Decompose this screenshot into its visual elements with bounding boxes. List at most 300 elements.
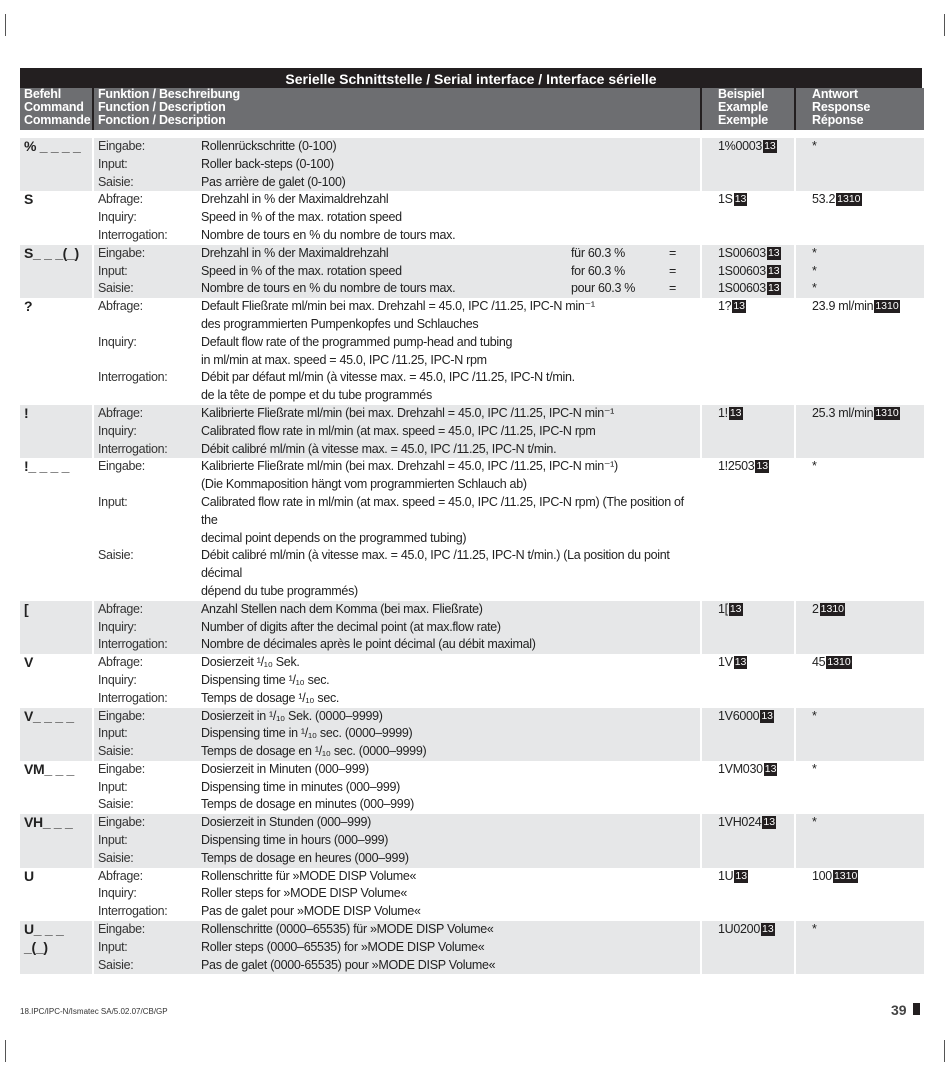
response-value: * (812, 245, 817, 260)
example-line (718, 263, 790, 281)
example-value: 1! (718, 405, 728, 420)
description-text: Calibrated flow rate in ml/min (at max. speed = 45.0, IPC /11.25, IPC-N rpm) (The position of the (201, 494, 684, 527)
terminator-code: 1310 (827, 656, 851, 669)
response-value: * (812, 708, 817, 723)
description-cell (94, 191, 700, 244)
description-text: Rollenrückschritte (0-100) (201, 139, 337, 153)
description-text: Kalibrierte Fließrate ml/min (bei max. Drehzahl = 45.0, IPC /11.25, IPC-N min⁻¹) (201, 459, 618, 474)
response-value: * (812, 459, 817, 474)
terminator-code: 13 (729, 406, 742, 419)
description-text: (Die Kommaposition hängt vom programmierten Schlauch ab) (201, 477, 527, 492)
response-value: * (812, 281, 817, 296)
command-cell: ! (20, 405, 92, 458)
example-value: 1%0003 (718, 139, 763, 153)
response-value: * (812, 761, 817, 776)
description-line (94, 458, 696, 476)
response-line (812, 458, 920, 476)
example-value: 1S00603 (718, 245, 766, 260)
description-text: Temps de dosage en ¹/₁₀ sec. (0000–9999) (201, 744, 427, 759)
description-line (94, 903, 696, 921)
description-eq: = (669, 245, 676, 260)
serial-interface-table (20, 68, 922, 974)
table-header-row (20, 88, 922, 130)
page-number: 39 (891, 1002, 907, 1018)
description-line (94, 939, 696, 957)
response-value: * (812, 263, 817, 278)
header-example-fr: Exemple (718, 113, 769, 127)
example-cell (702, 601, 794, 654)
description-cell (94, 868, 700, 921)
description-text: dépend du tube programmés) (201, 583, 358, 598)
response-value: * (812, 139, 817, 153)
response-line (812, 298, 920, 316)
description-cell (94, 245, 700, 298)
language-label: Inquiry: (98, 210, 137, 225)
response-cell (796, 654, 924, 707)
description-text: Drehzahl in % der Maximaldrehzahl (201, 245, 389, 260)
terminator-code: 13 (764, 762, 777, 775)
language-label: Interrogation: (98, 370, 168, 385)
language-label: Saisie: (98, 281, 134, 296)
language-label: Eingabe: (98, 708, 145, 723)
description-text: Default flow rate of the programmed pump-head and tubing (201, 334, 513, 349)
description-line (94, 957, 696, 975)
description-text: in ml/min at max. speed = 45.0, IPC /11.25, IPC-N rpm (201, 352, 487, 367)
description-text: Dosierzeit ¹/₁₀ Sek. (201, 655, 300, 670)
description-line (94, 868, 696, 886)
description-line (94, 441, 696, 459)
description-text: Calibrated flow rate in ml/min (at max. speed = 45.0, IPC /11.25, IPC-N rpm (201, 423, 596, 438)
header-response-fr: Réponse (812, 113, 864, 127)
example-line (718, 654, 790, 672)
language-label: Abfrage: (98, 601, 143, 616)
table-row (20, 708, 922, 761)
description-text: Temps de dosage en minutes (000–999) (201, 797, 414, 812)
language-label: Saisie: (98, 548, 134, 563)
description-line (94, 779, 696, 797)
language-label: Inquiry: (98, 672, 137, 687)
header-function (94, 88, 700, 130)
terminator-code: 13 (734, 193, 747, 206)
language-label: Input: (98, 939, 128, 954)
table-row (20, 868, 922, 921)
language-label: Inquiry: (98, 886, 137, 901)
terminator-code: 13 (764, 140, 776, 152)
description-line (94, 352, 696, 370)
description-cell (94, 298, 700, 405)
table-row (20, 814, 922, 867)
terminator-code: 1310 (820, 602, 845, 615)
description-line (94, 850, 696, 868)
description-text: Nombre de tours en % du nombre de tours max. (201, 281, 456, 296)
response-line (812, 921, 920, 939)
description-line (94, 334, 696, 352)
description-text: Kalibrierte Fließrate ml/min (bei max. Drehzahl = 45.0, IPC /11.25, IPC-N min⁻¹ (201, 405, 615, 420)
response-value: 53.2 (812, 192, 836, 207)
description-line (94, 530, 696, 548)
header-command (20, 88, 92, 130)
response-value: 2 (812, 601, 819, 616)
response-cell (796, 458, 924, 600)
language-label (98, 530, 201, 548)
table-row (20, 761, 922, 814)
example-line (718, 761, 790, 779)
command-cell: ? (24, 298, 33, 315)
document-code: 18.IPC/IPC-N/Ismatec SA/5.02.07/CB/GP (20, 1007, 168, 1016)
language-label: Interrogation: (98, 690, 168, 705)
description-line (94, 227, 696, 245)
table-row (20, 601, 922, 654)
response-line (812, 405, 920, 423)
command-cell: U (24, 867, 34, 884)
description-text: Roller back-steps (0-100) (201, 156, 334, 171)
terminator-code: 13 (761, 709, 773, 722)
language-label: Saisie: (98, 957, 134, 972)
response-cell (796, 868, 924, 921)
description-text: decimal point depends on the programmed tubing) (201, 530, 467, 545)
response-cell (796, 708, 924, 761)
description-line (94, 832, 696, 850)
response-cell (796, 921, 924, 974)
response-line (812, 601, 920, 619)
language-label: Eingabe: (98, 245, 145, 260)
language-label: Saisie: (98, 174, 134, 189)
description-cell (94, 814, 700, 867)
description-line (94, 547, 696, 583)
description-text: Dosierzeit in Minuten (000–999) (201, 761, 369, 776)
example-line (718, 280, 790, 298)
response-line (812, 263, 920, 281)
description-line (94, 476, 696, 494)
response-line (812, 138, 920, 156)
description-line (94, 636, 696, 654)
command-cell: VH_ _ _ (20, 814, 92, 867)
terminator-code: 13 (733, 300, 745, 313)
language-label: Input: (98, 156, 128, 171)
language-label: Input: (98, 833, 128, 848)
description-line (94, 725, 696, 743)
description-text: Pas de galet (0000-65535) pour »MODE DISP Volume« (201, 957, 496, 972)
language-label: Inquiry: (98, 423, 137, 438)
table-row (20, 458, 922, 600)
table-row (20, 298, 922, 405)
description-text: Dispensing time ¹/₁₀ sec. (201, 672, 330, 687)
description-text: Dispensing time in ¹/₁₀ sec. (0000–9999) (201, 726, 413, 741)
example-line (718, 245, 790, 263)
description-text: de la tête de pompe et du tube programmés (201, 388, 432, 403)
example-line (718, 814, 790, 832)
description-eq: = (669, 263, 676, 278)
description-text: Nombre de tours en % du nombre de tours max. (201, 227, 456, 242)
command-cell: V_ _ _ _ (20, 708, 92, 761)
example-cell (702, 245, 794, 298)
command-cell: V (24, 654, 34, 671)
example-cell (702, 458, 794, 600)
language-label: Saisie: (98, 850, 134, 865)
description-text: Débit calibré ml/min (à vitesse max. = 45.0, IPC /11.25, IPC-N t/min.) (La position du point décimal (201, 548, 670, 581)
language-label: Interrogation: (98, 441, 168, 456)
description-text: Default Fließrate ml/min bei max. Drehzahl = 45.0, IPC /11.25, IPC-N min⁻¹ (201, 299, 595, 314)
example-value: 1? (718, 299, 732, 314)
terminator-code: 13 (762, 923, 774, 936)
example-line (718, 708, 790, 726)
language-label: Interrogation: (98, 904, 168, 919)
description-line (94, 138, 696, 156)
terminator-code: 1310 (875, 300, 899, 313)
example-value: 1[ (718, 601, 728, 616)
response-value: * (812, 922, 817, 937)
response-cell (796, 814, 924, 867)
example-line (718, 868, 790, 886)
header-example-de: Beispiel (718, 87, 765, 101)
example-line (718, 298, 790, 316)
response-value: 100 (812, 868, 832, 883)
example-value: 1S (718, 192, 733, 207)
description-text: Number of digits after the decimal point (at max.flow rate) (201, 619, 501, 634)
response-line (812, 245, 920, 263)
example-cell (702, 814, 794, 867)
description-text: Speed in % of the max. rotation speed (201, 210, 402, 225)
description-text: Pas de galet pour »MODE DISP Volume« (201, 904, 421, 919)
description-line (94, 209, 696, 227)
language-label (98, 476, 201, 494)
example-cell (702, 405, 794, 458)
language-label: Input: (98, 726, 128, 741)
language-label (98, 387, 201, 405)
language-label: Eingabe: (98, 761, 145, 776)
response-cell (796, 191, 924, 244)
description-line (94, 263, 696, 281)
description-cell (94, 138, 700, 191)
example-cell (702, 138, 794, 191)
description-line (94, 690, 696, 708)
example-cell (702, 191, 794, 244)
description-text: Dispensing time in hours (000–999) (201, 833, 389, 848)
example-value: 1VM030 (718, 761, 763, 776)
description-text-group (201, 263, 696, 281)
description-line (94, 174, 696, 192)
description-mid: pour 60.3 % (571, 281, 636, 296)
header-function-en: Function / Description (98, 100, 226, 114)
example-cell (702, 708, 794, 761)
terminator-code: 13 (734, 656, 747, 669)
response-line (812, 280, 920, 298)
language-label: Eingabe: (98, 139, 145, 153)
example-value: 1V (718, 655, 733, 670)
description-line (94, 885, 696, 903)
description-text: Dosierzeit in ¹/₁₀ Sek. (0000–9999) (201, 708, 383, 723)
description-text: Rollenschritte (0000–65535) für »MODE DISP Volume« (201, 922, 494, 937)
language-label: Input: (98, 494, 128, 509)
terminator-code: 13 (735, 869, 748, 882)
example-line (718, 405, 790, 423)
description-text-group (201, 280, 696, 298)
description-line (94, 814, 696, 832)
table-row (20, 921, 922, 974)
description-text: Nombre de décimales après le point décimal (au débit maximal) (201, 637, 536, 652)
language-label: Saisie: (98, 797, 134, 812)
example-cell (702, 298, 794, 405)
table-row (20, 191, 922, 244)
description-line (94, 583, 696, 601)
header-response-de: Antwort (812, 87, 858, 101)
description-cell (94, 458, 700, 600)
description-line (94, 245, 696, 263)
description-line (94, 423, 696, 441)
language-label: Inquiry: (98, 334, 137, 349)
language-label: Eingabe: (98, 815, 145, 830)
description-text: des programmierten Pumpenkopfes und Schlauches (201, 316, 479, 331)
response-line (812, 708, 920, 726)
table-row (20, 138, 922, 191)
description-cell (94, 654, 700, 707)
response-cell (796, 405, 924, 458)
description-text: Temps de dosage ¹/₁₀ sec. (201, 690, 340, 705)
terminator-code: 13 (767, 264, 780, 277)
example-cell (702, 921, 794, 974)
crop-mark (5, 1040, 6, 1062)
description-line (94, 654, 696, 672)
command-cell: !_ _ _ _ (24, 458, 70, 475)
header-response (796, 88, 924, 130)
command-cell: U_ _ _ _(_) (20, 921, 92, 974)
description-line (94, 601, 696, 619)
description-text: Roller steps (0000–65535) for »MODE DISP Volume« (201, 939, 485, 954)
description-text: Pas arrière de galet (0-100) (201, 174, 346, 189)
table-row (20, 245, 922, 298)
example-cell (702, 654, 794, 707)
response-line (812, 761, 920, 779)
response-line (812, 814, 920, 832)
description-line (94, 619, 696, 637)
command-cell: % _ _ _ _ (20, 138, 92, 191)
command-cell: VM_ _ _ (24, 760, 75, 777)
example-line (718, 458, 790, 476)
command-cell: [ (20, 601, 92, 654)
description-cell (94, 761, 700, 814)
example-line (718, 601, 790, 619)
command-cell: S_ _ _(_) (20, 245, 92, 298)
description-text: Speed in % of the max. rotation speed (201, 263, 402, 278)
example-value: 1U (718, 868, 734, 883)
table-row (20, 405, 922, 458)
response-value: 23.9 ml/min (812, 299, 874, 314)
language-label: Abfrage: (98, 299, 143, 314)
terminator-code: 13 (767, 282, 780, 295)
description-text: Dispensing time in minutes (000–999) (201, 779, 401, 794)
description-line (94, 191, 696, 209)
response-line (812, 654, 920, 672)
description-line (94, 405, 696, 423)
language-label: Abfrage: (98, 405, 143, 420)
header-command-en: Command (24, 100, 84, 114)
description-line (94, 369, 696, 387)
header-response-en: Response (812, 100, 871, 114)
terminator-code: 1310 (837, 193, 861, 206)
example-value: 1S00603 (718, 263, 766, 278)
language-label: Inquiry: (98, 619, 137, 634)
description-text: Temps de dosage en heures (000–999) (201, 850, 409, 865)
description-line (94, 156, 696, 174)
description-line (94, 672, 696, 690)
response-line (812, 868, 920, 886)
description-line (94, 280, 696, 298)
terminator-code: 13 (763, 816, 776, 829)
language-label (98, 352, 201, 370)
response-cell (796, 601, 924, 654)
description-text-group (201, 245, 696, 263)
language-label: Eingabe: (98, 922, 145, 937)
description-mid: for 60.3 % (571, 263, 625, 278)
description-cell (94, 601, 700, 654)
table-body (20, 138, 922, 974)
description-line (94, 743, 696, 761)
header-example-en: Example (718, 100, 769, 114)
description-text: Anzahl Stellen nach dem Komma (bei max. Fließrate) (201, 601, 483, 616)
command-cell: S (24, 191, 34, 208)
table-row (20, 654, 922, 707)
example-cell (702, 761, 794, 814)
terminator-code: 1310 (833, 869, 858, 882)
language-label: Eingabe: (98, 459, 145, 474)
description-cell (94, 921, 700, 974)
header-command-fr: Commande (24, 113, 91, 127)
description-cell (94, 708, 700, 761)
crop-mark (944, 1040, 945, 1062)
example-value: 1V6000 (718, 708, 760, 723)
description-text: Roller steps for »MODE DISP Volume« (201, 886, 408, 901)
language-label: Input: (98, 263, 128, 278)
example-line (718, 921, 790, 939)
language-label: Interrogation: (98, 637, 168, 652)
terminator-code: 1310 (875, 406, 899, 419)
table-title: Serielle Schnittstelle / Serial interface / Interface sérielle (20, 68, 922, 88)
example-line (718, 191, 790, 209)
language-label: Abfrage: (98, 655, 143, 670)
description-text: Drehzahl in % der Maximaldrehzahl (201, 192, 389, 207)
language-label: Interrogation: (98, 227, 168, 242)
header-example (702, 88, 794, 130)
description-line (94, 316, 696, 334)
description-line (94, 761, 696, 779)
language-label: Abfrage: (98, 192, 143, 207)
example-cell (702, 868, 794, 921)
header-function-de: Funktion / Beschreibung (98, 87, 240, 101)
terminator-code: 13 (729, 602, 742, 615)
response-value: 25.3 ml/min (812, 405, 874, 420)
example-value: 1U0200 (718, 922, 760, 937)
response-cell (796, 761, 924, 814)
description-text: Rollenschritte für »MODE DISP Volume« (201, 868, 417, 883)
description-line (94, 298, 696, 316)
example-value: 1!2503 (718, 459, 755, 474)
terminator-code: 13 (756, 460, 769, 473)
page-marker (913, 1003, 920, 1015)
description-line (94, 387, 696, 405)
response-line (812, 191, 920, 209)
header-command-de: Befehl (24, 87, 62, 101)
crop-mark (5, 14, 6, 36)
language-label: Abfrage: (98, 868, 143, 883)
language-label: Saisie: (98, 744, 134, 759)
description-line (94, 921, 696, 939)
language-label: Input: (98, 779, 128, 794)
response-value: * (812, 815, 817, 830)
example-value: 1VH024 (718, 815, 762, 830)
language-label (98, 583, 201, 601)
description-line (94, 708, 696, 726)
response-value: 45 (812, 655, 826, 670)
